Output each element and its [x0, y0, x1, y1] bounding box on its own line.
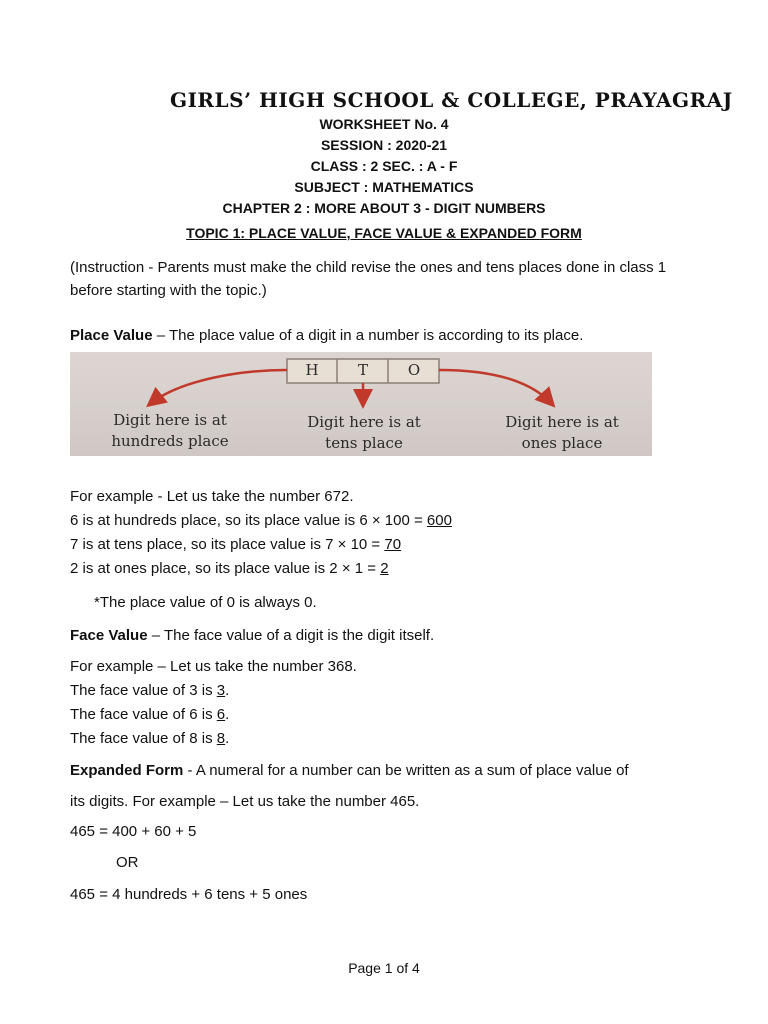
expanded-equation-1: 465 = 400 + 60 + 5 — [70, 823, 197, 840]
instruction-line-2: before starting with the topic.) — [70, 282, 267, 299]
answer: 6 — [216, 706, 226, 723]
expanded-form-definition — [70, 759, 629, 783]
answer: 600 — [426, 512, 452, 529]
expanded-form-line-2: its digits. For example – Let us take the number 465. — [70, 793, 420, 810]
expanded-form-text: - A numeral for a number can be written as a sum of place value of — [183, 762, 629, 779]
chapter: CHAPTER 2 : MORE ABOUT 3 - DIGIT NUMBERS — [222, 200, 546, 216]
hto-box-t: T — [357, 361, 368, 379]
face-value-row: The face value of 8 is 8. — [70, 730, 230, 747]
face-value-row: The face value of 6 is 6. — [70, 706, 230, 723]
label-tens-line-2: tens place — [325, 434, 403, 452]
face-value-term: Face Value — [70, 627, 148, 644]
place-value-note: *The place value of 0 is always 0. — [94, 594, 317, 611]
label-ones — [482, 412, 642, 454]
place-value-example-intro: For example - Let us take the number 672. — [70, 488, 354, 505]
hto-box-o: O — [407, 361, 421, 379]
face-value-definition — [70, 624, 434, 648]
label-ones-line-1: Digit here is at — [505, 413, 619, 431]
instruction-line-1: (Instruction - Parents must make the child revise the ones and tens places done in class 1 — [70, 259, 667, 276]
subject: SUBJECT : MATHEMATICS — [294, 179, 474, 195]
session: SESSION : 2020-21 — [320, 137, 448, 153]
expanded-form-term: Expanded Form — [70, 762, 184, 779]
expanded-equation-2: 465 = 4 hundreds + 6 tens + 5 ones — [70, 886, 308, 903]
topic-heading: TOPIC 1: PLACE VALUE, FACE VALUE & EXPANDED FORM — [186, 225, 582, 241]
label-tens — [284, 412, 444, 454]
label-ones-line-2: ones place — [521, 434, 603, 452]
label-hundreds — [90, 410, 250, 452]
answer: 70 — [384, 536, 402, 553]
place-value-text: – The place value of a digit in a number is according to its place. — [152, 327, 584, 344]
arrow-hundreds — [150, 370, 287, 404]
hto-box-h: H — [305, 361, 319, 379]
place-value-definition — [70, 324, 583, 348]
face-value-row: The face value of 3 is 3. — [70, 682, 230, 699]
place-value-row: 6 is at hundreds place, so its place value is 6 × 100 = 600 — [70, 512, 452, 529]
face-value-text: – The face value of a digit is the digit itself. — [147, 627, 435, 644]
arrow-ones — [439, 370, 552, 404]
answer: 3 — [216, 682, 226, 699]
place-value-term: Place Value — [70, 327, 153, 344]
place-value-row: 2 is at ones place, so its place value is 2 × 1 = 2 — [70, 560, 389, 577]
label-hundreds-line-1: Digit here is at — [113, 411, 227, 429]
place-value-row: 7 is at tens place, so its place value is 7 × 10 = 70 — [70, 536, 402, 553]
page-number: Page 1 of 4 — [348, 960, 420, 976]
face-value-example-intro: For example – Let us take the number 368. — [70, 658, 357, 675]
class-section: CLASS : 2 SEC. : A - F — [310, 158, 458, 174]
label-hundreds-line-2: hundreds place — [111, 432, 229, 450]
or-text: OR — [116, 854, 139, 871]
answer: 2 — [380, 560, 389, 577]
worksheet-number: WORKSHEET No. 4 — [319, 116, 449, 132]
school-title: GIRLS’ HIGH SCHOOL & COLLEGE, PRAYAGRAJ — [170, 88, 733, 112]
answer: 8 — [216, 730, 226, 747]
hto-place-diagram — [70, 352, 652, 456]
label-tens-line-1: Digit here is at — [307, 413, 421, 431]
